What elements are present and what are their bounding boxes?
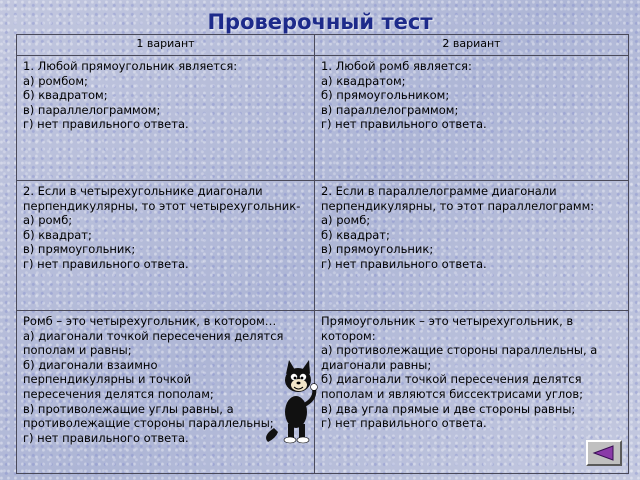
- answer-option: б) квадрат;: [23, 227, 92, 242]
- question-row-3: [17, 311, 629, 474]
- question-row-2: [17, 181, 629, 311]
- answer-option: а) ромб;: [23, 213, 73, 228]
- question-text: Прямоугольник – это четырехугольник, в котором:: [321, 314, 574, 343]
- answer-option: б) квадрат;: [321, 227, 390, 242]
- answer-option: г) нет правильного ответа.: [23, 117, 189, 132]
- test-table: [16, 34, 629, 474]
- answer-option: а) противолежащие стороны параллельны, а диагонали равны;: [321, 343, 598, 372]
- question-text: 1. Любой ромб является:: [321, 59, 472, 73]
- back-arrow-icon: [591, 444, 617, 462]
- answer-option: г) нет правильного ответа.: [23, 256, 189, 271]
- column-header-variant-1: 1 вариант: [17, 35, 315, 56]
- answer-option: а) ромб;: [321, 213, 371, 228]
- answer-option: б) диагонали взаимно перпендикулярны и точкой пересечения делятся пополам;: [23, 357, 214, 401]
- answer-option: а) диагонали точкой пересечения делятся пополам и равны;: [23, 328, 284, 358]
- answer-option: г) нет правильного ответа.: [23, 430, 189, 445]
- question-cell: [315, 56, 629, 181]
- answer-option: в) параллелограммом;: [321, 102, 459, 117]
- answer-option: г) нет правильного ответа.: [321, 416, 487, 431]
- answer-option: в) прямоугольник;: [321, 242, 434, 257]
- question-text: Ромб – это четырехугольник, в котором…: [23, 314, 277, 328]
- question-cell: [315, 311, 629, 474]
- answer-option: б) диагонали точкой пересечения делятся пополам и являются биссектрисами углов;: [321, 372, 583, 401]
- question-row-1: [17, 56, 629, 181]
- question-cell: [17, 181, 315, 311]
- column-header-variant-2: 2 вариант: [315, 35, 629, 56]
- page-title: Проверочный тест: [207, 10, 433, 34]
- answer-option: а) квадратом;: [321, 73, 406, 88]
- answer-option: в) противолежащие углы равны, а противолежащие стороны параллельны;: [23, 401, 274, 431]
- answer-option: в) два угла прямые и две стороны равны;: [321, 401, 576, 416]
- question-text: 2. Если в параллелограмме диагонали перпендикулярны, то этот параллелограмм:: [321, 184, 595, 213]
- answer-option: в) прямоугольник;: [23, 242, 136, 257]
- cartoon-cat-icon: [262, 358, 322, 444]
- answer-option: б) квадратом;: [23, 88, 108, 103]
- question-text: 2. Если в четырехугольнике диагонали перпендикулярны, то этот четырехугольник-: [23, 184, 301, 213]
- back-button[interactable]: [586, 440, 622, 466]
- answer-option: г) нет правильного ответа.: [321, 117, 487, 132]
- question-cell: [315, 181, 629, 311]
- answer-option: г) нет правильного ответа.: [321, 256, 487, 271]
- answer-option: а) ромбом;: [23, 73, 88, 88]
- header-row: [17, 35, 629, 56]
- question-cell: [17, 56, 315, 181]
- question-text: 1. Любой прямоугольник является:: [23, 59, 238, 73]
- answer-option: б) прямоугольником;: [321, 88, 450, 103]
- answer-option: в) параллелограммом;: [23, 102, 161, 117]
